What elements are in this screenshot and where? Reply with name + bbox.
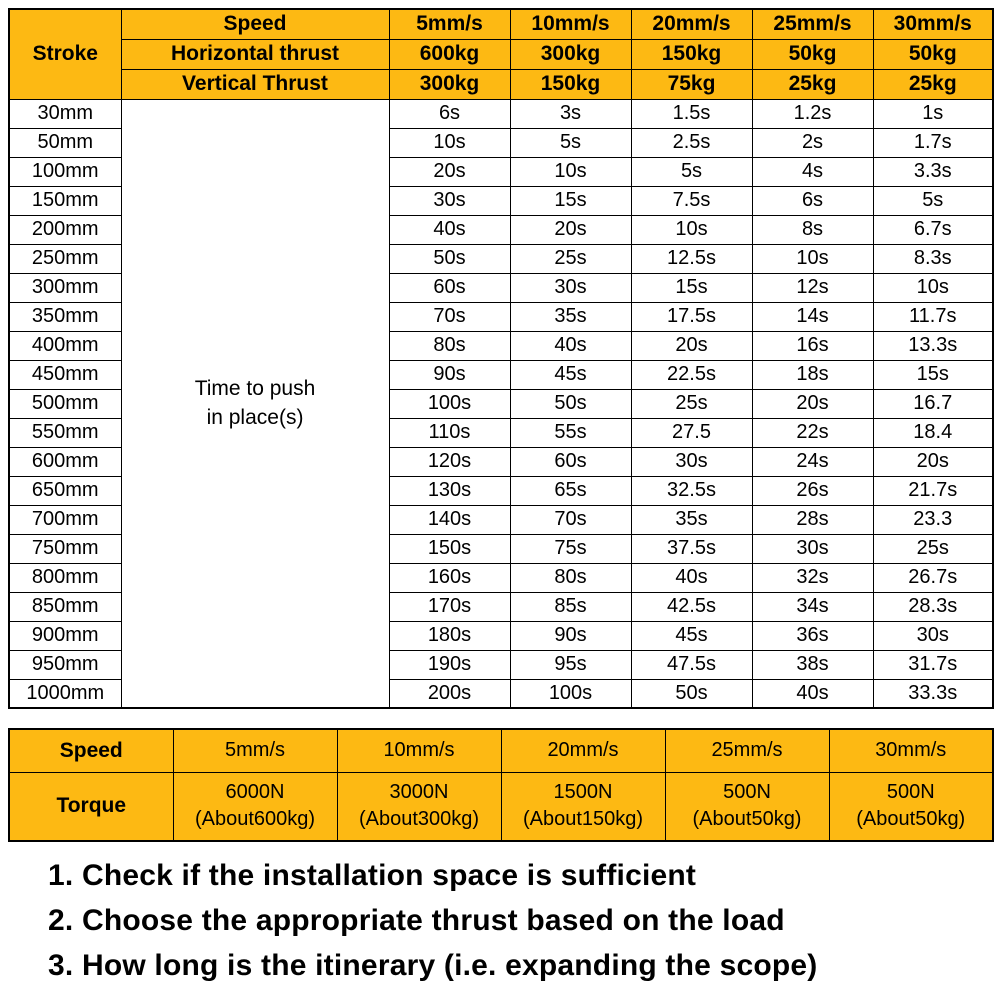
stroke-cell: 100mm bbox=[9, 157, 121, 186]
time-cell: 100s bbox=[389, 389, 510, 418]
time-cell: 5s bbox=[631, 157, 752, 186]
time-cell: 20s bbox=[873, 447, 993, 476]
time-cell: 6.7s bbox=[873, 215, 993, 244]
time-cell: 6s bbox=[389, 99, 510, 128]
bottom-speed-value-cell: 20mm/s bbox=[501, 729, 665, 772]
time-cell: 45s bbox=[631, 621, 752, 650]
bottom-torque-label-cell: Torque bbox=[9, 772, 173, 841]
time-cell: 38s bbox=[752, 650, 873, 679]
torque-kg-approx: (About150kg) bbox=[522, 808, 644, 831]
time-cell: 5s bbox=[873, 186, 993, 215]
time-cell: 160s bbox=[389, 563, 510, 592]
header-value-cell: 300kg bbox=[389, 69, 510, 99]
header-value-cell: 150kg bbox=[631, 39, 752, 69]
time-cell: 6s bbox=[752, 186, 873, 215]
stroke-cell: 700mm bbox=[9, 505, 121, 534]
time-cell: 20s bbox=[510, 215, 631, 244]
speed-torque-table bbox=[8, 728, 994, 842]
header-value-cell: 30mm/s bbox=[873, 9, 993, 39]
bottom-torque-value-cell bbox=[173, 772, 337, 841]
time-to-push-label-line: in place(s) bbox=[206, 406, 304, 430]
stroke-cell: 150mm bbox=[9, 186, 121, 215]
time-cell: 35s bbox=[510, 302, 631, 331]
time-cell: 37.5s bbox=[631, 534, 752, 563]
bottom-speed-value-cell: 30mm/s bbox=[829, 729, 993, 772]
time-cell: 70s bbox=[510, 505, 631, 534]
stroke-cell: 850mm bbox=[9, 592, 121, 621]
time-cell: 10s bbox=[873, 273, 993, 302]
bottom-torque-row bbox=[9, 772, 993, 841]
time-cell: 28s bbox=[752, 505, 873, 534]
time-cell: 25s bbox=[631, 389, 752, 418]
time-cell: 16.7 bbox=[873, 389, 993, 418]
time-cell: 5s bbox=[510, 128, 631, 157]
time-cell: 50s bbox=[510, 389, 631, 418]
time-cell: 60s bbox=[389, 273, 510, 302]
stroke-cell: 550mm bbox=[9, 418, 121, 447]
header-label-cell: Speed bbox=[121, 9, 389, 39]
stroke-cell: 800mm bbox=[9, 563, 121, 592]
time-cell: 40s bbox=[389, 215, 510, 244]
time-cell: 47.5s bbox=[631, 650, 752, 679]
time-cell: 200s bbox=[389, 679, 510, 708]
time-cell: 150s bbox=[389, 534, 510, 563]
time-cell: 26.7s bbox=[873, 563, 993, 592]
header-value-cell: 25mm/s bbox=[752, 9, 873, 39]
time-cell: 15s bbox=[873, 360, 993, 389]
torque-newton-value: 500N bbox=[723, 781, 771, 804]
stroke-cell: 950mm bbox=[9, 650, 121, 679]
time-cell: 21.7s bbox=[873, 476, 993, 505]
time-cell: 25s bbox=[873, 534, 993, 563]
time-cell: 31.7s bbox=[873, 650, 993, 679]
time-cell: 22s bbox=[752, 418, 873, 447]
time-cell: 3.3s bbox=[873, 157, 993, 186]
time-cell: 17.5s bbox=[631, 302, 752, 331]
top-header-row bbox=[9, 69, 993, 99]
time-cell: 140s bbox=[389, 505, 510, 534]
time-cell: 10s bbox=[510, 157, 631, 186]
header-value-cell: 75kg bbox=[631, 69, 752, 99]
bottom-torque-value-cell bbox=[501, 772, 665, 841]
bottom-speed-label-cell: Speed bbox=[9, 729, 173, 772]
time-cell: 7.5s bbox=[631, 186, 752, 215]
time-cell: 85s bbox=[510, 592, 631, 621]
stroke-cell: 750mm bbox=[9, 534, 121, 563]
time-cell: 170s bbox=[389, 592, 510, 621]
time-cell: 8.3s bbox=[873, 244, 993, 273]
time-cell: 10s bbox=[389, 128, 510, 157]
time-cell: 30s bbox=[873, 621, 993, 650]
stroke-cell: 450mm bbox=[9, 360, 121, 389]
time-cell: 34s bbox=[752, 592, 873, 621]
time-cell: 16s bbox=[752, 331, 873, 360]
time-cell: 33.3s bbox=[873, 679, 993, 708]
time-cell: 10s bbox=[631, 215, 752, 244]
time-to-push-label-line: Time to push bbox=[194, 376, 316, 400]
stroke-cell: 300mm bbox=[9, 273, 121, 302]
time-cell: 8s bbox=[752, 215, 873, 244]
top-header-row bbox=[9, 39, 993, 69]
header-value-cell: 50kg bbox=[873, 39, 993, 69]
time-cell: 30s bbox=[752, 534, 873, 563]
header-value-cell: 600kg bbox=[389, 39, 510, 69]
header-label-cell: Horizontal thrust bbox=[121, 39, 389, 69]
time-cell: 1.2s bbox=[752, 99, 873, 128]
stroke-cell: 200mm bbox=[9, 215, 121, 244]
stroke-cell: 900mm bbox=[9, 621, 121, 650]
time-cell: 50s bbox=[631, 679, 752, 708]
torque-newton-value: 500N bbox=[886, 781, 935, 804]
torque-newton-value: 1500N bbox=[553, 781, 613, 804]
time-cell: 90s bbox=[510, 621, 631, 650]
time-cell: 10s bbox=[752, 244, 873, 273]
time-cell: 3s bbox=[510, 99, 631, 128]
stroke-header-cell: Stroke bbox=[9, 9, 121, 99]
time-cell: 4s bbox=[752, 157, 873, 186]
time-cell: 20s bbox=[389, 157, 510, 186]
time-cell: 55s bbox=[510, 418, 631, 447]
time-cell: 1s bbox=[873, 99, 993, 128]
stroke-cell: 400mm bbox=[9, 331, 121, 360]
bottom-torque-value-cell bbox=[337, 772, 501, 841]
time-cell: 90s bbox=[389, 360, 510, 389]
time-cell: 24s bbox=[752, 447, 873, 476]
time-cell: 50s bbox=[389, 244, 510, 273]
time-cell: 110s bbox=[389, 418, 510, 447]
time-cell: 27.5 bbox=[631, 418, 752, 447]
speed-torque-table-body bbox=[9, 729, 993, 841]
time-cell: 2s bbox=[752, 128, 873, 157]
header-value-cell: 25kg bbox=[873, 69, 993, 99]
header-value-cell: 50kg bbox=[752, 39, 873, 69]
stroke-cell: 600mm bbox=[9, 447, 121, 476]
time-cell: 22.5s bbox=[631, 360, 752, 389]
time-cell: 180s bbox=[389, 621, 510, 650]
header-value-cell: 10mm/s bbox=[510, 9, 631, 39]
time-cell: 40s bbox=[631, 563, 752, 592]
time-cell: 28.3s bbox=[873, 592, 993, 621]
time-cell: 40s bbox=[752, 679, 873, 708]
time-cell: 12.5s bbox=[631, 244, 752, 273]
stroke-cell: 1000mm bbox=[9, 679, 121, 708]
header-value-cell: 25kg bbox=[752, 69, 873, 99]
stroke-cell: 30mm bbox=[9, 99, 121, 128]
time-cell: 13.3s bbox=[873, 331, 993, 360]
time-cell: 36s bbox=[752, 621, 873, 650]
header-value-cell: 150kg bbox=[510, 69, 631, 99]
time-cell: 26s bbox=[752, 476, 873, 505]
time-cell: 12s bbox=[752, 273, 873, 302]
time-cell: 18s bbox=[752, 360, 873, 389]
time-cell: 1.7s bbox=[873, 128, 993, 157]
time-cell: 30s bbox=[510, 273, 631, 302]
bottom-speed-value-cell: 5mm/s bbox=[173, 729, 337, 772]
bottom-speed-row bbox=[9, 729, 993, 772]
torque-newton-value: 3000N bbox=[389, 781, 449, 804]
time-cell: 45s bbox=[510, 360, 631, 389]
time-cell: 70s bbox=[389, 302, 510, 331]
time-cell: 40s bbox=[510, 331, 631, 360]
time-cell: 15s bbox=[510, 186, 631, 215]
top-header-row bbox=[9, 9, 993, 39]
time-cell: 95s bbox=[510, 650, 631, 679]
time-cell: 15s bbox=[631, 273, 752, 302]
time-to-push-label-cell bbox=[121, 99, 389, 708]
time-cell: 1.5s bbox=[631, 99, 752, 128]
time-cell: 23.3 bbox=[873, 505, 993, 534]
stroke-time-table bbox=[8, 8, 994, 709]
time-cell: 35s bbox=[631, 505, 752, 534]
torque-kg-approx: (About50kg) bbox=[692, 808, 802, 831]
bottom-speed-value-cell: 10mm/s bbox=[337, 729, 501, 772]
header-value-cell: 300kg bbox=[510, 39, 631, 69]
time-cell: 25s bbox=[510, 244, 631, 273]
stroke-cell: 500mm bbox=[9, 389, 121, 418]
torque-kg-approx: (About600kg) bbox=[194, 808, 316, 831]
selection-notes bbox=[48, 853, 988, 988]
time-cell: 80s bbox=[510, 563, 631, 592]
time-cell: 120s bbox=[389, 447, 510, 476]
torque-newton-value: 6000N bbox=[225, 781, 285, 804]
time-cell: 18.4 bbox=[873, 418, 993, 447]
bottom-speed-value-cell: 25mm/s bbox=[665, 729, 829, 772]
time-cell: 11.7s bbox=[873, 302, 993, 331]
bottom-torque-value-cell bbox=[665, 772, 829, 841]
time-cell: 65s bbox=[510, 476, 631, 505]
time-cell: 32s bbox=[752, 563, 873, 592]
time-cell: 80s bbox=[389, 331, 510, 360]
header-value-cell: 5mm/s bbox=[389, 9, 510, 39]
stroke-cell: 250mm bbox=[9, 244, 121, 273]
stroke-cell: 50mm bbox=[9, 128, 121, 157]
time-cell: 42.5s bbox=[631, 592, 752, 621]
note-line-1: 1. Check if the installation space is sufficient bbox=[48, 859, 697, 892]
time-cell: 14s bbox=[752, 302, 873, 331]
time-cell: 190s bbox=[389, 650, 510, 679]
stroke-cell: 350mm bbox=[9, 302, 121, 331]
bottom-torque-value-cell bbox=[829, 772, 993, 841]
time-cell: 20s bbox=[631, 331, 752, 360]
stroke-time-table-body bbox=[9, 9, 993, 708]
header-label-cell: Vertical Thrust bbox=[121, 69, 389, 99]
stroke-cell: 650mm bbox=[9, 476, 121, 505]
time-cell: 2.5s bbox=[631, 128, 752, 157]
torque-kg-approx: (About300kg) bbox=[358, 808, 480, 831]
time-cell: 30s bbox=[389, 186, 510, 215]
torque-kg-approx: (About50kg) bbox=[856, 808, 966, 831]
time-cell: 100s bbox=[510, 679, 631, 708]
time-cell: 60s bbox=[510, 447, 631, 476]
note-line-3: 3. How long is the itinerary (i.e. expanding the scope) bbox=[48, 949, 818, 982]
time-cell: 32.5s bbox=[631, 476, 752, 505]
time-cell: 130s bbox=[389, 476, 510, 505]
time-cell: 75s bbox=[510, 534, 631, 563]
note-line-2: 2. Choose the appropriate thrust based on the load bbox=[48, 904, 785, 937]
time-cell: 20s bbox=[752, 389, 873, 418]
stroke-row bbox=[9, 99, 993, 128]
header-value-cell: 20mm/s bbox=[631, 9, 752, 39]
time-cell: 30s bbox=[631, 447, 752, 476]
